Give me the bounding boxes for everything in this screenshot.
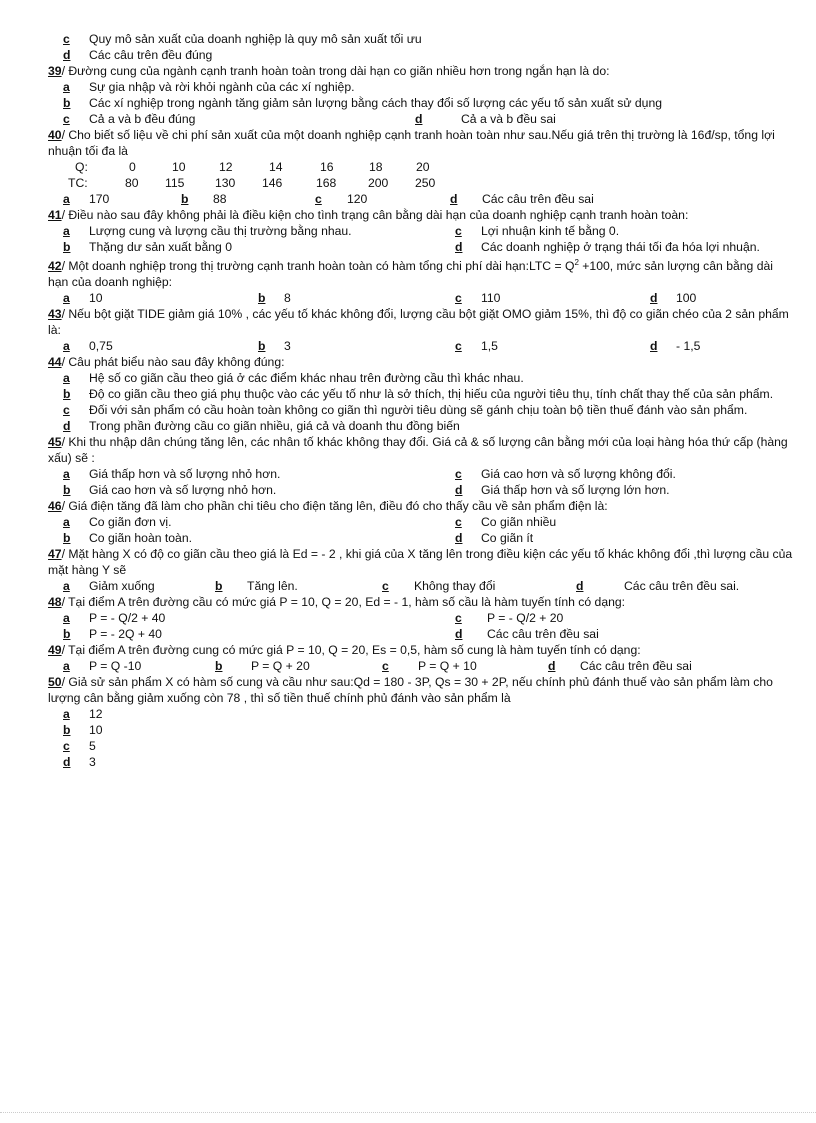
option-d: d Co giãn ít bbox=[455, 531, 534, 546]
option-b: b 88 bbox=[181, 192, 227, 206]
option-a: a Giá thấp hơn và số lượng nhỏ hơn. bbox=[63, 467, 281, 482]
question-number: 39 bbox=[48, 64, 62, 78]
option-d: d Các câu trên đều sai bbox=[455, 627, 599, 642]
options-row bbox=[48, 610, 794, 626]
option-c: c 120 bbox=[315, 192, 368, 206]
question-45: 45/ Khi thu nhập dân chúng tăng lên, các nhân tố khác không thay đổi. Giá cả & số lượng cân bằng mới của loại hàng hóa thứ cấp (hàng xấu) sẽ : bbox=[48, 435, 788, 466]
option-text: Quy mô sản xuất của doanh nghiệp là quy mô sản xuất tối ưu bbox=[89, 32, 422, 46]
option-a: a Lượng cung và lượng cầu thị trường bằng nhau. bbox=[63, 224, 352, 238]
quiz-page bbox=[48, 31, 794, 770]
options-row bbox=[48, 514, 794, 530]
option-d: d Giá thấp hơn và số lượng lớn hơn. bbox=[455, 483, 670, 498]
question-48: 48/ Tại điểm A trên đường cầu có mức giá P = 10, Q = 20, Ed = - 1, hàm số cầu là hàm tuyến tính có dạng: bbox=[48, 595, 626, 610]
option-b: b Thặng dư sản xuất bằng 0 bbox=[63, 240, 233, 254]
option-c: c Quy mô sản xuất của doanh nghiệp là quy mô sản xuất tối ưu bbox=[63, 32, 422, 46]
option-c: c 110 bbox=[455, 291, 501, 306]
question-text: / Đường cung của ngành cạnh tranh hoàn toàn trong dài hạn co giãn nhiều hơn trong ngắn hạn là do: bbox=[61, 64, 610, 78]
option-c: c P = - Q/2 + 20 bbox=[455, 611, 564, 626]
option-a: a Hệ số co giãn cầu theo giá ở các điểm khác nhau trên đường cầu thì khác nhau. bbox=[63, 371, 524, 386]
data-table-q-row: Q: 0 10 12 14 16 18 20 bbox=[75, 160, 430, 174]
options-row bbox=[48, 223, 794, 239]
option-c: c Co giãn nhiều bbox=[455, 515, 557, 530]
option-c: c 5 bbox=[63, 739, 96, 754]
option-d: d Các câu trên đều sai bbox=[450, 192, 594, 206]
question-text: / Cho biết số liệu về chi phí sản xuất của một doanh nghiệp cạnh tranh hoàn toàn như sau.Nếu giá trên thị trường là 16đ/sp, tổng lợi nhuận tối đa là bbox=[48, 128, 775, 158]
option-b: b P = - 2Q + 40 bbox=[63, 627, 162, 642]
question-49: 49/ Tại điểm A trên đường cung có mức giá P = 10, Q = 20, Es = 0,5, hàm số cung là hàm tuyến tính có dạng: bbox=[48, 643, 641, 658]
option-a: a P = - Q/2 + 40 bbox=[63, 611, 166, 626]
option-d: d Các câu trên đều đúng bbox=[63, 48, 213, 62]
options-row bbox=[48, 111, 794, 127]
option-a: a 170 bbox=[63, 192, 110, 206]
option-a: a 10 bbox=[63, 291, 103, 306]
question-47: 47/ Mặt hàng X có độ co giãn cầu theo giá là Ed = - 2 , khi giá của X tăng lên trong điều kiện các yếu tố khác không đổi ,thì lượng cầu của mặt hàng Y sẽ bbox=[48, 547, 793, 578]
options-row bbox=[48, 191, 794, 207]
option-b: b 10 bbox=[63, 723, 103, 738]
options-row bbox=[48, 530, 794, 546]
option-d: d Cả a và b đều sai bbox=[415, 112, 556, 126]
option-c: c P = Q + 10 bbox=[382, 659, 477, 674]
option-b: b Tăng lên. bbox=[215, 579, 298, 594]
question-44: 44/ Câu phát biểu nào sau đây không đúng: bbox=[48, 355, 285, 370]
options-row bbox=[48, 626, 794, 642]
option-c: c Lợi nhuận kinh tế bằng 0. bbox=[455, 224, 620, 238]
question-42: 42/ Một doanh nghiệp trong thị trường cạnh tranh hoàn toàn có hàm tổng chi phí dài hạn:LTC = $Q^2 +100$, mức sản lượng cân bằng dài hạn của doanh nghiệp: bbox=[48, 258, 773, 290]
option-c: c Cả a và b đều đúng bbox=[63, 112, 196, 126]
options-row bbox=[48, 578, 794, 594]
option-a: a P = Q -10 bbox=[63, 659, 142, 674]
option-b: b 8 bbox=[258, 291, 291, 306]
question-41: 41/ Điều nào sau đây không phải là điều kiện cho tình trạng cân bằng dài hạn của doanh nghiệp cạnh tranh hoàn toàn: bbox=[48, 208, 689, 222]
option-c: c Giá cao hơn và số lượng không đổi. bbox=[455, 467, 676, 482]
option-b: b 3 bbox=[258, 339, 291, 354]
option-d: d Các doanh nghiệp ở trạng thái tối đa hóa lợi nhuận. bbox=[455, 240, 760, 254]
question-50: 50/ Giả sử sản phẩm X có hàm số cung và cầu như sau:Qd = 180 - 3P, Qs = 30 + 2P, nếu chính phủ đánh thuế vào sản phẩm làm cho lượng cân bằng giảm xuống còn 78 , thì số tiền thuế chính phủ đánh vào sản phẩm là bbox=[48, 675, 773, 706]
question-number: 40 bbox=[48, 128, 62, 142]
data-table-tc-row: TC: 80 115 130 146 168 200 250 bbox=[68, 176, 436, 190]
option-c: c Đối với sản phẩm có cầu hoàn toàn không co giãn thì người tiêu dùng sẽ gánh chịu toàn bộ tiền thuế đánh vào sản phẩm. bbox=[63, 403, 748, 418]
option-c: c 1,5 bbox=[455, 339, 498, 354]
options-row bbox=[48, 290, 794, 306]
options-row bbox=[48, 338, 794, 354]
option-text: Các câu trên đều đúng bbox=[89, 48, 213, 62]
option-b: b Các xí nghiệp trong ngành tăng giảm sản lượng bằng cách thay đổi số lượng các yếu tố sản xuất sử dụng bbox=[63, 96, 663, 110]
page-bottom-divider bbox=[0, 1112, 816, 1113]
option-a: a 0,75 bbox=[63, 339, 113, 354]
option-d: d - 1,5 bbox=[650, 339, 701, 354]
option-b: b Độ co giãn cầu theo giá phụ thuộc vào các yếu tố như là sở thích, thị hiếu của người tiêu thụ, tính chất thay thế của sản phẩm. bbox=[63, 387, 774, 402]
option-b: b P = Q + 20 bbox=[215, 659, 310, 674]
option-a: a Sự gia nhập và rời khỏi ngành của các xí nghiệp. bbox=[63, 80, 355, 94]
option-a: a Giảm xuống bbox=[63, 579, 155, 594]
options-row bbox=[48, 482, 794, 498]
option-a: a Co giãn đơn vị. bbox=[63, 515, 172, 530]
question-43: 43/ Nếu bột giặt TIDE giảm giá 10% , các yếu tố khác không đổi, lượng cầu bột giặt OMO giảm 15%, thì độ co giãn chéo của 2 sản phẩm là: bbox=[48, 307, 789, 338]
options-row bbox=[48, 466, 794, 482]
option-d: d Các câu trên đều sai. bbox=[576, 579, 740, 594]
option-a: a 12 bbox=[63, 707, 103, 722]
option-b: b Giá cao hơn và số lượng nhỏ hơn. bbox=[63, 483, 277, 498]
options-row bbox=[48, 239, 794, 255]
option-c: c Không thay đổi bbox=[382, 579, 496, 594]
question-40 bbox=[48, 127, 794, 159]
option-d: d 3 bbox=[63, 755, 96, 770]
option-d: d 100 bbox=[650, 291, 697, 306]
question-46: 46/ Giá điện tăng đã làm cho phần chi tiêu cho điện tăng lên, điều đó cho thấy cầu về sản phẩm điện là: bbox=[48, 499, 608, 514]
option-d: d Trong phần đường cầu co giãn nhiều, giá cả và doanh thu đồng biến bbox=[63, 419, 460, 434]
option-d: d Các câu trên đều sai bbox=[548, 659, 692, 674]
option-b: b Co giãn hoàn toàn. bbox=[63, 531, 192, 546]
question-39 bbox=[48, 63, 794, 79]
options-row bbox=[48, 658, 794, 674]
